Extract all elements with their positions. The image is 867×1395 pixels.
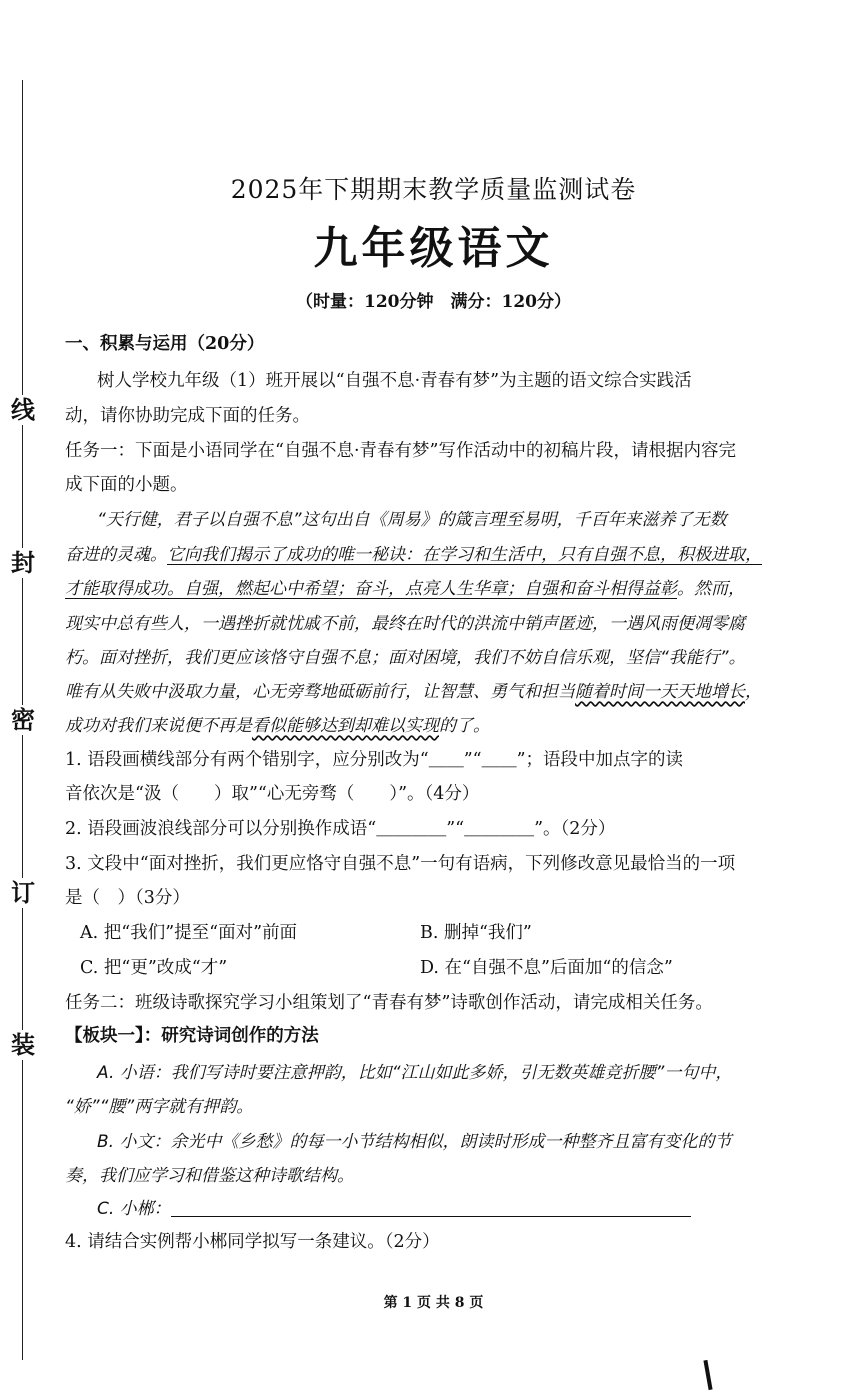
- passage-text: ，: [745, 682, 762, 702]
- item-c-answer-line[interactable]: [171, 1202, 691, 1217]
- intro-line-2: 动，请你协助完成下面的任务。: [65, 406, 310, 426]
- q3-option-b: B. 删掉“我们”: [420, 923, 532, 943]
- q3-option-d: D. 在“自强不息”后面加“的信念”: [420, 958, 673, 978]
- item-a-line-2: “娇”“腰”两字就有押韵。: [65, 1097, 254, 1117]
- passage-text: 的了。: [439, 716, 490, 736]
- passage-text: 成功对我们来说便不再是: [65, 716, 252, 736]
- passage-line-6: [65, 677, 820, 702]
- exam-timing: （时量：120分钟 满分：120分）: [296, 292, 571, 312]
- item-a-line-1: A. 小语：我们写诗时要注意押韵，比如“江山如此多娇，引无数英雄竞折腰”一句中，: [97, 1063, 733, 1083]
- item-c-line: [97, 1194, 852, 1219]
- item-c-label: C. 小郴：: [97, 1199, 171, 1219]
- passage-text: 。然而，: [677, 579, 745, 599]
- task1-line-1: 任务一：下面是小语同学在“自强不息·青春有梦”写作活动中的初稿片段，请根据内容完: [65, 441, 736, 461]
- subject-title: 九年级语文: [313, 223, 554, 274]
- binding-char-mi: 密: [11, 706, 35, 734]
- passage-line-7: [65, 711, 820, 736]
- passage-line-1: “天行健，君子以自强不息”这句出自《周易》的箴言理至易明，千百年来滋养了无数: [97, 510, 727, 530]
- item-b-line-1: B. 小文：余光中《乡愁》的每一小节结构相似，朗读时形成一种整齐且富有变化的节: [97, 1132, 732, 1152]
- task1-line-2: 成下面的小题。: [65, 475, 188, 495]
- passage-line-2: [65, 540, 820, 565]
- pen-mark: [703, 1360, 712, 1390]
- q3-line-1: 3. 文段中“面对挫折，我们更应恪守自强不息”一句有语病，下列修改意见最恰当的一项: [65, 854, 736, 874]
- binding-char-ding: 订: [11, 879, 35, 907]
- passage-underlined-1: 它向我们揭示了成功的唯一秘诀：在学习和生活中，只有自强不息，积极进取，: [167, 545, 762, 565]
- block1-heading: 【板块一】：研究诗词创作的方法: [65, 1026, 319, 1046]
- task2-line: 任务二：班级诗歌探究学习小组策划了“青春有梦”诗歌创作活动，请完成相关任务。: [65, 993, 713, 1013]
- passage-text: 奋进的灵魂。: [65, 545, 167, 565]
- section-heading: 一、积累与运用（20分）: [65, 334, 265, 354]
- page-footer: 第 1 页 共 8 页: [383, 1295, 484, 1311]
- q4-line: 4. 请结合实例帮小郴同学拟写一条建议。（2分）: [65, 1232, 440, 1252]
- passage-underlined-2: 才能取得成功。自强，燃起心中希望；奋斗，点亮人生华章；自强和奋斗相得益彰: [65, 579, 677, 599]
- binding-char-xian: 线: [11, 396, 35, 424]
- item-b-line-2: 奏，我们应学习和借鉴这种诗歌结构。: [65, 1166, 354, 1186]
- passage-line-4: 现实中总有些人，一遇挫折就忧戚不前，最终在时代的洪流中销声匿迹，一遇风雨便凋零腐: [65, 614, 745, 634]
- passage-text: 唯有从失败中汲取力量，心无旁骛地砥砺前行，让智慧、勇气和担当: [65, 682, 575, 702]
- binding-char-zhuang: 装: [11, 1031, 35, 1059]
- q1-line-1: 1. 语段画横线部分有两个错别字，应分别改为“＿＿”“＿＿”；语段中加点字的读: [65, 750, 684, 770]
- q3-option-a: A. 把“我们”提至“面对”前面: [80, 923, 298, 943]
- passage-line-5: 朽。面对挫折，我们更应该恪守自强不息；面对困境，我们不妨自信乐观，坚信“我能行”。: [65, 648, 746, 668]
- binding-char-feng: 封: [11, 549, 35, 577]
- intro-line-1: 树人学校九年级（1）班开展以“自强不息·青春有梦”为主题的语文综合实践活: [97, 371, 692, 391]
- q3-option-c: C. 把“更”改成“才”: [80, 958, 228, 978]
- q2-line: 2. 语段画波浪线部分可以分别换作成语“＿＿＿＿”“＿＿＿＿”。（2分）: [65, 819, 616, 839]
- q1-line-2: 音依次是“汲（ ）取”“心无旁骛（ ）”。（4分）: [65, 784, 480, 804]
- q3-line-2: 是（ ）（3分）: [65, 888, 190, 908]
- exam-title: 2025年下期期末教学质量监测试卷: [230, 175, 637, 204]
- passage-wavy-1: 随着时间一天天地增长: [575, 682, 745, 702]
- passage-line-3: [65, 574, 820, 599]
- passage-wavy-2: 看似能够达到却难以实现: [252, 716, 439, 736]
